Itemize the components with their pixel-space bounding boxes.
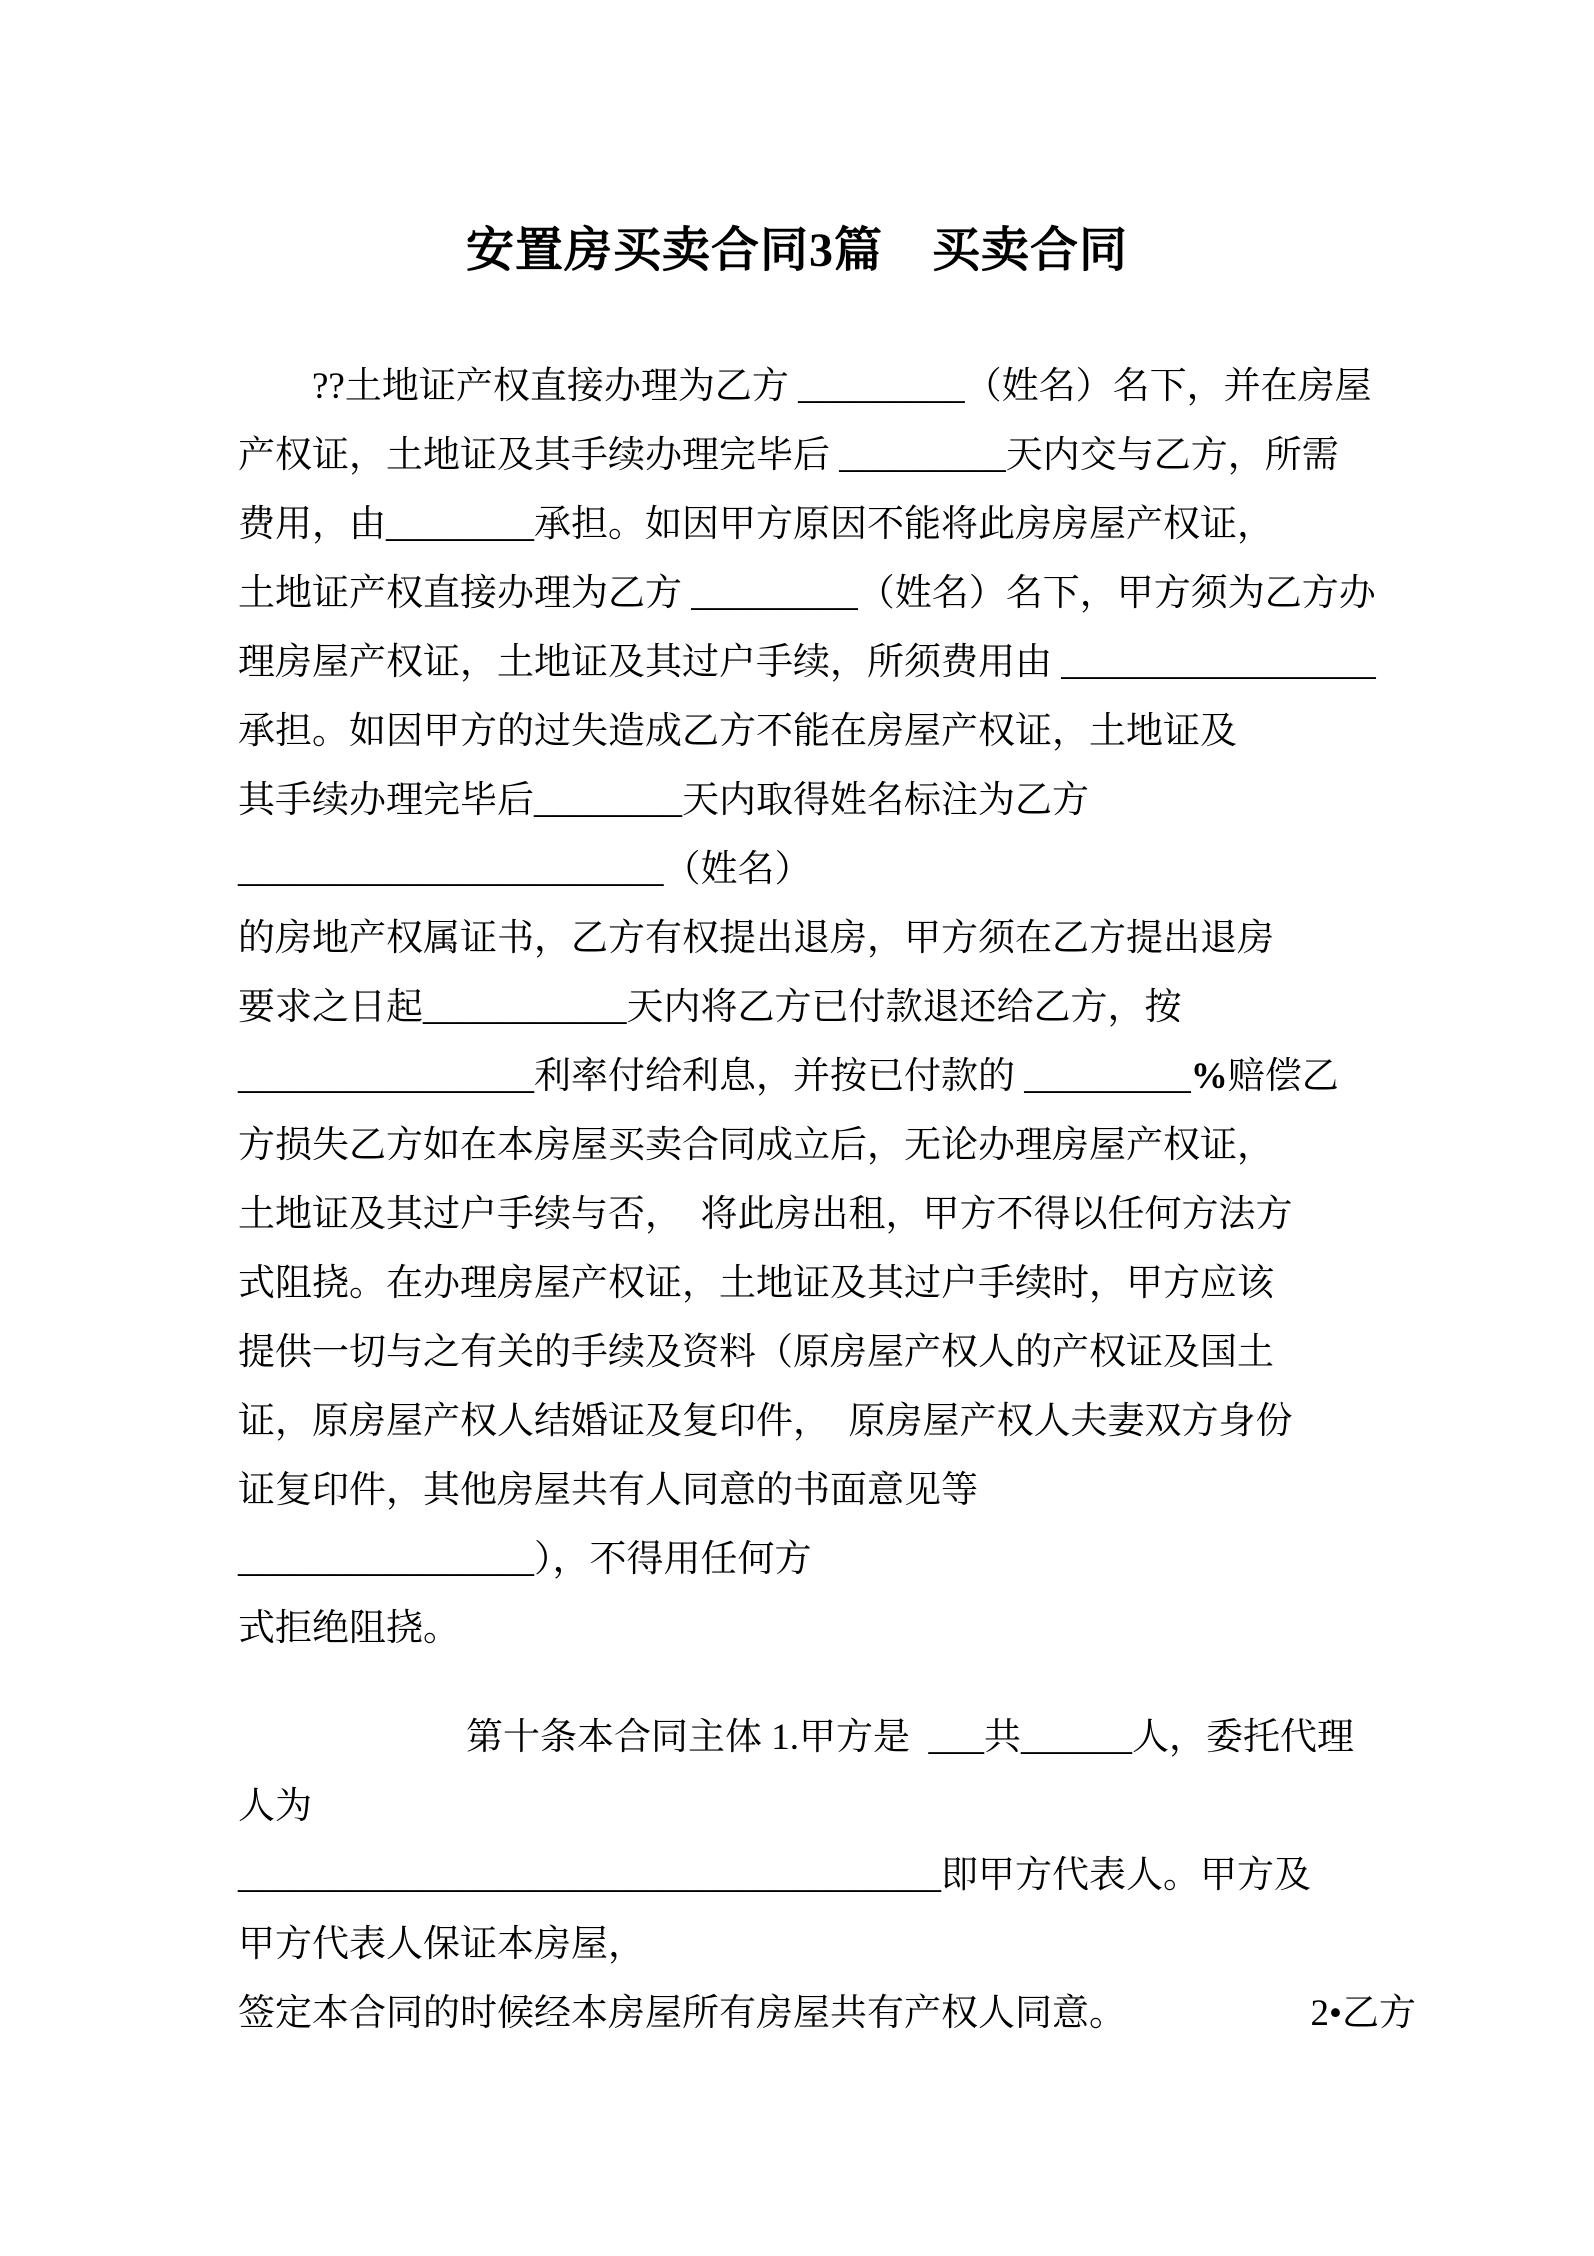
text-line: 理房屋产权证，土地证及其过户手续，所须费用由 _________________ <box>238 641 1376 683</box>
text-line: ??土地证产权直接办理为乙方 _________（姓名）名下，并在房屋 <box>312 365 1372 407</box>
text-line: 证复印件，其他房屋共有人同意的书面意见等 <box>238 1469 978 1511</box>
text-line <box>238 1042 1416 1111</box>
text-line: 的房地产权属证书，乙方有权提出退房，甲方须在乙方提出退房 <box>238 917 1274 959</box>
text-line: 人为 <box>238 1785 312 1827</box>
text-line: 产权证，土地证及其手续办理完毕后 _________天内交与乙方，所需 <box>238 434 1339 476</box>
text-line <box>238 1979 1416 2048</box>
text-line: ________________），不得用任何方 <box>238 1538 812 1580</box>
text-line: 提供一切与之有关的手续及资料（原房屋产权人的产权证及国土 <box>238 1331 1274 1373</box>
text-line: 土地证及其过户手续与否， 将此房出租，甲方不得以任何方法方 <box>238 1193 1293 1235</box>
text-line: 方损失乙方如在本房屋买卖合同成立后，无论办理房屋产权证， <box>238 1124 1274 1166</box>
text-line: _______________________（姓名） <box>238 848 812 890</box>
text-line: 其手续办理完毕后________天内取得姓名标注为乙方 <box>238 779 1089 821</box>
paragraph-1 <box>238 352 1416 1663</box>
document-body <box>238 352 1416 2048</box>
paragraph-2 <box>238 1703 1416 2048</box>
bold-text-segment: % <box>1190 1055 1228 1097</box>
line-right-text: 2•乙方 <box>1310 1992 1416 2034</box>
text-segment: 赔偿乙 <box>1227 1055 1339 1097</box>
document-title: 安置房买卖合同3篇 买卖合同 <box>465 224 1128 277</box>
text-line: 费用，由________承担。如因甲方原因不能将此房房屋产权证， <box>238 503 1274 545</box>
text-line: 土地证产权直接办理为乙方 _________（姓名）名下，甲方须为乙方办 <box>238 572 1376 614</box>
text-line: 甲方代表人保证本房屋， <box>238 1923 645 1965</box>
text-line: 证，原房屋产权人结婚证及复印件， 原房屋产权人夫妻双方身份 <box>238 1400 1293 1442</box>
text-segment: ________________利率付给利息，并按已付款的 _________ <box>238 1055 1191 1097</box>
text-line: ______________________________________即甲方代表人。甲方及 <box>238 1854 1311 1896</box>
text-line: 式阻挠。在办理房屋产权证，土地证及其过户手续时，甲方应该 <box>238 1262 1274 1304</box>
text-line: 要求之日起___________天内将乙方已付款退还给乙方，按 <box>238 986 1182 1028</box>
text-line: 第十条本合同主体 1.甲方是 ___共______人，委托代理 <box>466 1716 1354 1758</box>
text-line: 承担。如因甲方的过失造成乙方不能在房屋产权证，土地证及 <box>238 710 1237 752</box>
text-line: 式拒绝阻挠。 <box>238 1607 460 1649</box>
line-left-text: 签定本合同的时候经本房屋所有房屋共有产权人同意。 <box>238 1992 1126 2034</box>
